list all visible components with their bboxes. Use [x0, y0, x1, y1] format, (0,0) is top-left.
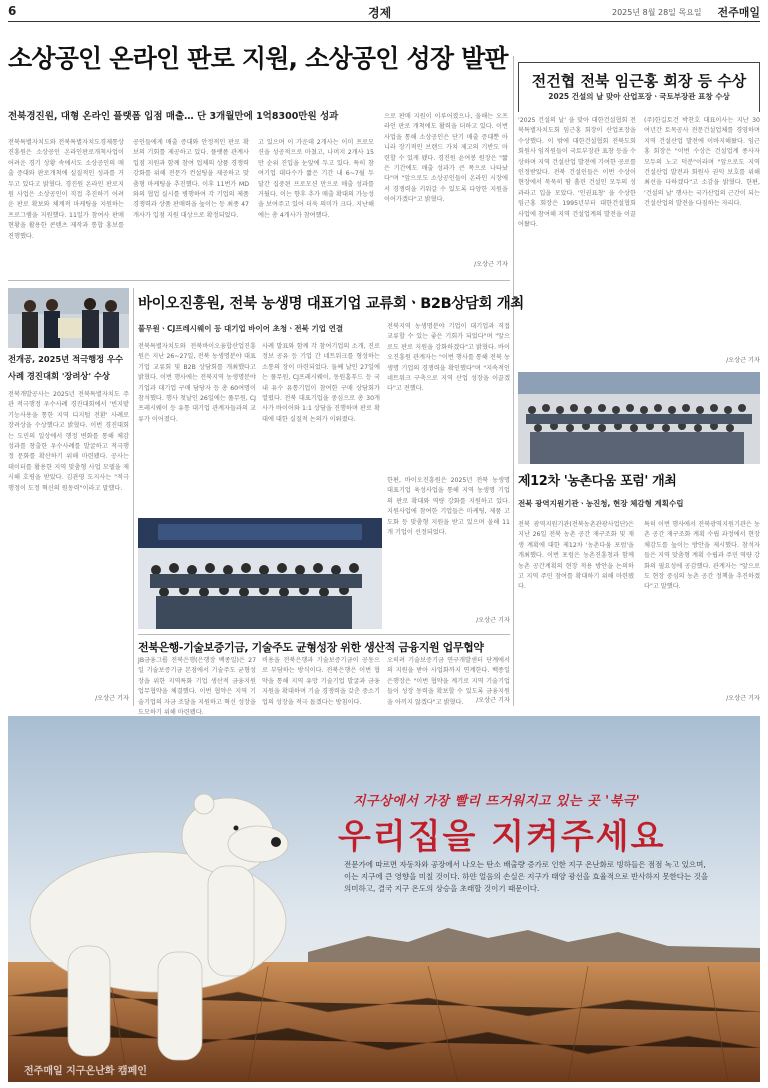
bio-headline: 바이오진흥원, 전북 농생명 대표기업 교류회ㆍB2B상담회 개최 — [138, 296, 524, 312]
right-top-col-2: (주)한길토건 박찬호 대표이사는 지난 30여년간 토목공사 전문건설업체를 경영하며 지역 건설산업 발전에 이바지해왔다. 임근홍 회장은 "이번 수상은 건설업계 종사자 모두의 노고 덕분"이라며 "앞으로도 지역 건설산업 발전과 회원사 권익 보호를 위해 최선을 다하겠다"고 소감을 밝혔다. 한편, '건설의 날' 행사는 국가산업의 근간이 되는 건설산업의 발전을 다짐하는 자리다. — [644, 117, 760, 208]
ad-title: 우리집을 지켜주세요 — [338, 817, 666, 857]
bio-col-4: 한편, 바이오진흥원은 2025년 전북 농생명 대표기업 육성사업을 통해 지역 농생명 기업의 판로 확대와 역량 강화를 지원하고 있다. 지원사업에 참여한 기업들은 마케팅, 제품 고도화 등 맞춤형 지원을 받고 있으며 올해 11개 기업이 선정되었다. — [387, 477, 510, 537]
ad-footer: 전주매일 지구온난화 캠페인 — [24, 1066, 147, 1077]
award-photo — [8, 288, 129, 348]
right-top-subhead: 2025 건설의 날 맞아 산업포장ㆍ국토부장관 표창 수상 — [548, 92, 730, 101]
bio-col-1: 전북특별자치도와 전북바이오융합산업진흥원은 지난 26~27일, 전북 농생명분야 대표기업 교류회 및 B2B 상담회를 개최했다고 밝혔다. 이번 행사에는 전북지역 농생명분야 기업과 대기업 구매 담당자 등 총 60여명이 참석했다. 행사 첫날인 26일에는 풀무원, CJ프레시웨이 등 유통 대기업 관계자들과의 교류가 이어졌다. — [138, 343, 256, 423]
forum-col-2: 특히 이번 행사에서 전북광역지원기관은 농촌 공간 재구조화 계획 수립 과정에서 현장 체감도를 높이는 방안을 제시했다. 참석자들은 지역 맞춤형 계획 수립과 주민 역량 강화의 필요성에 공감했다. 관계자는 "앞으로도 현장 중심의 농촌 공간 정책을 추진하겠다"고 말했다. — [644, 521, 760, 591]
photo-caption-sub: 사례 경진대회 '장려상' 수상 — [8, 371, 110, 381]
bio-subhead: 풀무원ㆍCJ프레시웨이 등 대기업 바이어 초청ㆍ전북 기업 연결 — [138, 324, 344, 333]
bank-col-3: 오히려 기술보증기금 연구개발센터 단계에서의 지원을 받아 사업화까지 연계한다. 백종일 은행장은 "이번 협약을 계기로 지역 기술기업들이 성장 동력을 확보할 수 있도록 금융지원을 아끼지 않겠다"고 밝혔다. — [387, 657, 510, 706]
newspaper-brand: 전주매일 — [717, 6, 760, 19]
ad-tagline-main: 지구상에서 가장 빨리 뜨거워지고 있는 곳 — [353, 794, 601, 809]
section-title: 경제 — [368, 6, 392, 20]
main-article-col-2: 공인들에게 매출 증대와 안정적인 판로 확보의 기회를 제공하고 있다. 플랫폼 관계사 입점 지원과 함께 참여 업체의 상품 경쟁력 강화를 위해 전문가 컨설팅을 제공하고 맞춤형 마케팅을 추진했다. 이후 11번가 MD와의 협업 실시를 병행하여 각 기업의 제품 경쟁력과 상품 판매력을 높이는 등 최종 47개사가 입점 지원 대상으로 확정되었다. — [133, 139, 249, 219]
page-header — [8, 4, 760, 22]
forum-col-1: 전북 광역지원기관(전북농촌관광사업단)은 지난 26일 전북 농촌 공간 재구조화 및 재생 계획에 대한 제12차 '농촌다움 포럼'을 개최했다. 이번 포럼은 농촌진흥청과 함께 농촌 공간계획의 현장 적용 방안을 논의하고 지역 주민 참여를 확대하기 위해 마련됐다. — [518, 521, 634, 591]
award-article-body: 전북개발공사는 2025년 전북특별자치도 주관 적극행정 우수사례 경진대회에서 '빈지밭 기능사용을 통한 지역 디지털 전환' 사례로 장려상을 수상했다고 밝혔다. 이번 경진대회는 도민의 일상에서 행정 변화를 통해 체감 성과를 창출한 우수사례를 발굴하고 적극행정 문화를 확산하기 위해 마련됐다. 공사는 데이터를 활용한 지역 맞춤형 사업 모델을 제시해 호평을 받았다. 김관영 도지사는 "적극행정이 도정 혁신의 원동력"이라고 말했다. — [8, 391, 129, 492]
group-photo — [138, 518, 382, 629]
main-headline: 소상공인 온라인 판로 지원, 소상공인 성장 발판 — [8, 44, 508, 73]
forum-headline: 제12차 '농촌다움 포럼' 개최 — [518, 474, 677, 489]
award-byline: /오상근 기자 — [95, 695, 129, 702]
main-subhead: 전북경진원, 대형 온라인 플랫폼 입점 매출… 단 3개월만에 1억8300만원 성과 — [8, 111, 339, 122]
bio-col-3: 전북지역 농생명분야 기업이 대기업과 직접 교류할 수 있는 좋은 기회가 되었다"며 "앞으로도 판로 지원을 강화하겠다"고 밝혔다. 바이오진흥원 관계자는 "이번 행사를 통해 전북 농생명 기업의 경쟁력을 확인했다"며 "지속적인 네트워크 구축으로 지역 산업 성장을 이끌겠다"고 전했다. — [387, 323, 510, 393]
forum-photo — [518, 372, 760, 464]
ad-body: 전문가에 따르면 자동차와 공장에서 나오는 탄소 배출량 증가로 인한 지구 온난화로 빙하들은 점점 녹고 있으며, 이는 지구에 큰 영향을 미칠 것이다. 하얀 얼음의 손실은 지구가 태양 광선을 효율적으로 반사하지 못한다는 것을 의미하고, 결국 지구 온도의 상승을 초래할 것이기 때문이다. — [344, 860, 709, 893]
bank-col-2: 비용을 전북은행과 기술보증기금이 공동으로 부담하는 방식이다. 전북은행은 이번 협약을 통해 지역 유망 기술기업 발굴과 금융지원을 확대하며 기술 경쟁력을 갖춘 중소기업의 성장을 적극 돕겠다는 방침이다. — [262, 657, 380, 706]
bank-byline: /오상근 기자 — [476, 697, 510, 704]
right-top-col-1: '2025 건설의 날' 을 맞아 대한건설협회 전북특별자치도회 임근홍 회장이 산업포장을 수상했다. 이 밖에 대한건설협회 전북도회 회원사 임직원들이 국토부장관 표창 등을 수상하며 지역 건설산업 발전에 기여한 공로를 인정받았다. 전북 건설인들은 이번 수상이 현장에서 묵묵히 땀 흘린 건설인 모두의 성과라고 입을 모았다. '인권표창' 을 수상한 임근홍 회장은 1995년부터 대한건설협회 사업에 참여해 지역 건설업계의 발전을 이끌어왔다. — [518, 117, 636, 229]
main-article-col-3: 고 있으며 이 가운데 2개사는 이미 프로모션을 성공적으로 마쳤고, 나머지 2개사 15만 순위 진입을 눈앞에 두고 있다. 특히 참여기업 대다수가 짧은 기간 내 6~7월 두 달간 집중된 프로모션 만으로 매출 성과를 거뒀다. 이는 향후 추가 매출 확대의 가능성을 보여주고 있어 더욱 의미가 크다. 지난해에는 총 4개사가 참여했다. — [258, 139, 374, 219]
ad-tagline-highlight: '북극' — [605, 794, 641, 809]
ad-background — [8, 716, 760, 1082]
forum-byline: /오상근 기자 — [726, 695, 760, 702]
issue-date: 2025년 8월 28일 목요일 — [612, 8, 702, 17]
climate-ad — [8, 716, 760, 1082]
main-article-col-4: 으로 판매 지원이 이루어졌으나, 올해는 오프라인 판로 개척에도 활력을 더하고 있다. 이번 사업을 통해 소상공인은 단기 매출 증대뿐 아니라 장기적인 브랜드 가치 제고의 기반도 마련할 수 있게 됐다. 경진원 윤여봉 원장은 "짧은 기간에도 매출 성과가 큰 폭으로 나타났다"며 "앞으로도 소상공인들이 온라인 시장에서 경쟁력을 키워갈 수 있도록 다양한 지원을 이어가겠다"고 밝혔다. — [384, 113, 508, 204]
divider — [513, 56, 514, 706]
divider — [133, 288, 134, 706]
main-article-col-1: 전북특별자치도와 전북특별자치도경제통상진흥원은 소상공인 온라인판로개척사업이 어려운 경기 상황 속에서도 소상공인의 매출 증대와 판로개척에 실질적인 성과를 거두고 있다고 밝혔다. 경진원 온라인 판로지원 사업은 소상공인이 직접 추진하기 어려운 판로 확보와 체계적 마케팅을 지원하는 프로그램을 지원했다. 11일가 참여사 판매현황을 활용한 콘텐츠 제작과 통합 홍보를 진행했다. — [8, 139, 124, 240]
ad-tagline — [353, 790, 640, 809]
divider — [138, 634, 510, 635]
bio-byline: /오상근 기자 — [476, 617, 510, 624]
bank-col-1: JB금융그룹 전북은행(은행장 백종일)은 27일 기술보증기금 본점에서 기술주도 균형성장을 위한 지역특화 기업 생산적 금융지원 업무협약을 체결했다. 이번 협약은 지역 기술기업의 자금 조달을 지원하고 혁신 성장을 도모하기 위해 마련됐다. — [138, 657, 256, 717]
divider — [8, 280, 510, 281]
bio-col-2: 사례 발표와 함께 각 참여기업의 소개, 진로 정보 공유 등 기업 간 네트워크를 형성하는 소통의 장이 마련되었다. 둘째 날인 27일에는 풀무원, CJ프레시웨이, 동원홈푸드 등 국내 유수 유통기업이 참여한 구매 상담회가 열렸다. 전북 대표기업을 중심으로 총 30개사가 바이어와 1:1 상담을 진행하며 판로 확대에 대한 실질적 논의가 이뤄졌다. — [262, 343, 380, 423]
page-number: 6 — [8, 4, 17, 18]
photo-caption-title: 전개공, 2025년 적극행정 우수 — [8, 354, 124, 364]
bank-headline: 전북은행-기술보증기금, 기술주도 균형성장 위한 생산적 금융지원 업무협약 — [138, 641, 484, 654]
right-top-byline: /오상근 기자 — [726, 357, 760, 364]
forum-subhead: 전북 광역지원기관ㆍ농진청, 현장 체감형 계획수립 — [518, 499, 684, 508]
main-byline: /오상근 기자 — [474, 261, 508, 268]
right-top-headline: 전건협 전북 임근홍 회장 등 수상 — [531, 72, 747, 90]
